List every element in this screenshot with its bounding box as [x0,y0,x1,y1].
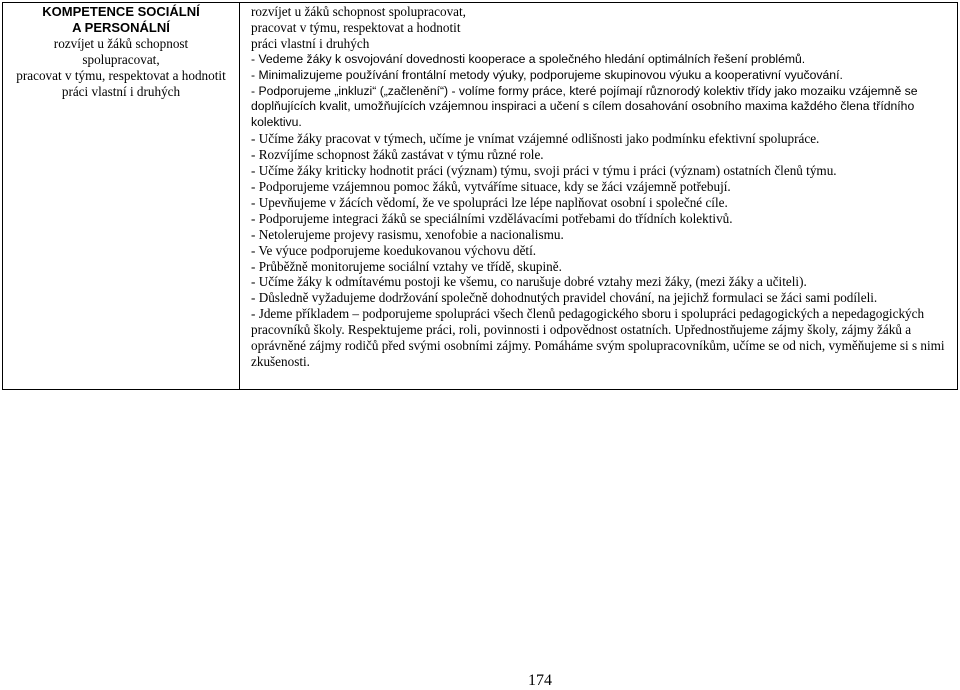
page-number: 174 [528,672,552,689]
strategy-item: - Netolerujeme projevy rasismu, xenofobie a nacionalismu. [251,226,564,242]
strategy-item: - Rozvíjíme schopnost žáků zastávat v týmu různé role. [251,147,544,163]
strategy-item: - Vedeme žáky k osvojování dovednosti kooperace a společného hledání optimálních řešení problémů. [251,51,806,66]
intro-line: pracovat v týmu, respektovat a hodnotit [251,19,461,35]
competence-goal-line: práci vlastní i druhých [61,84,181,99]
competence-heading-line2: A PERSONÁLNÍ [72,20,170,35]
strategy-item: - Důsledně vyžadujeme dodržování společně dohodnutých pravidel chování, na jejichž formulaci se žáci sami podíleli. [251,290,878,306]
intro-line: rozvíjet u žáků schopnost spolupracovat, [251,4,466,19]
competence-table [2,2,958,390]
strategy-item: - Podporujeme integraci žáků se speciálními vzdělávacími potřebami do třídních kolektivů. [251,210,733,226]
competence-name-cell [3,3,240,390]
strategy-item: - Učíme žáky k odmítavému postoji ke všemu, co narušuje dobré vztahy mezi žáky, (mezi žáky a učiteli). [251,274,807,290]
competence-goal-line: spolupracovat, [82,52,160,67]
intro-line: práci vlastní i druhých [251,35,370,51]
table-row [3,3,958,390]
strategy-item: - Učíme žáky pracovat v týmech, učíme je vnímat vzájemné odlišnosti jako podmínku efektivní spolupráce. [251,131,820,147]
strategies-cell [240,3,958,390]
strategy-item: - Jdeme příkladem – podporujeme spolupráci všech členů pedagogického sboru i spolupráci pedagogických a nepedagogických pracovníků školy. Respektujeme práci, roli, povinnosti i odpovědnost ostatních. Upřednostňujeme zájmy školy, zájmy žáků a oprávněné zájmy rodičů před svými osobními zájmy. Pomáháme svým spolupracovníkům, učíme se od nich, vyměňujeme si s nimi zkušenosti. [251,306,945,369]
strategy-item: - Ve výuce podporujeme koedukovanou výchovu dětí. [251,242,537,258]
strategy-item: - Podporujeme vzájemnou pomoc žáků, vytváříme situace, kdy se žáci vzájemně potřebují. [251,178,731,194]
competence-goal-line: rozvíjet u žáků schopnost [53,36,189,51]
strategy-item: - Minimalizujeme používání frontální metody výuky, podporujeme skupinovou výuku a kooperativní vyučování. [251,67,843,82]
strategies-block [240,3,957,370]
strategy-item: - Průběžně monitorujeme sociální vztahy ve třídě, skupině. [251,258,562,274]
strategy-item: - Podporujeme „inkluzi“ („začlenění“) - volíme formy práce, které pojímají různorodý kolektiv třídy jako mozaiku vzájemně se doplňujících kvalit, umožňujících vzájemnou inspiraci a učení s cílem dosahování osobního maxima každého člena třídního kolektivu. [251,83,918,130]
strategy-item: - Učíme žáky kriticky hodnotit práci (význam) týmu, svoji práci v týmu i práci (význam) ostatních členů týmu. [251,163,837,179]
competence-goal-line: pracovat v týmu, respektovat a hodnotit [16,68,226,83]
competence-heading-line1: KOMPETENCE SOCIÁLNÍ [42,4,200,19]
competence-name-block [3,3,239,100]
strategy-item: - Upevňujeme v žácích vědomí, že ve spolupráci lze lépe naplňovat osobní i společné cíle. [251,194,728,210]
